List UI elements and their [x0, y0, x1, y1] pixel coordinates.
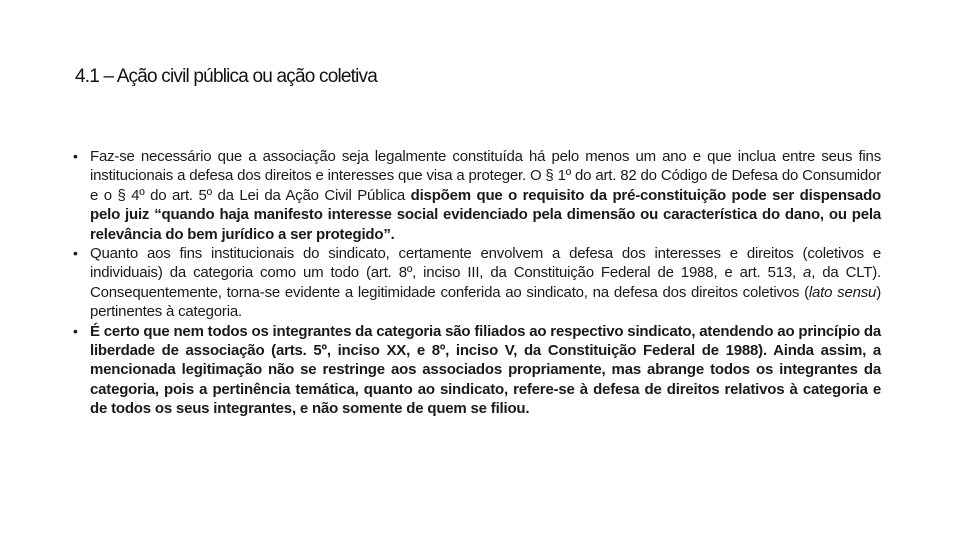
- bullet-text: , da CLT). Consequentemente, torna-se evidente a legitimidade conferida ao sindicato, na defesa dos direitos coletivos (: [90, 264, 881, 301]
- bullet-marker: •: [73, 245, 78, 262]
- bullet-item: [73, 147, 881, 244]
- bullet-text-italic: a: [803, 264, 812, 282]
- bullet-list: [73, 147, 881, 419]
- bullet-text-italic: lato sensu: [808, 283, 877, 301]
- bullet-marker: •: [73, 322, 78, 339]
- bullet-item: [73, 322, 881, 419]
- bullet-text: Quanto aos fins institucionais do sindicato, certamente envolvem a defesa dos interesses e direitos (coletivos e individuais) da categoria como um todo (art. 8º, inciso III, da Constituição Federal de 1988, e art. 513,: [90, 245, 881, 282]
- bullet-item: [73, 244, 881, 322]
- bullet-marker: •: [73, 148, 78, 164]
- bullet-text-bold: É certo que nem todos os integrantes da categoria são filiados ao respectivo sindicato, atendendo ao princípio da liberdade de associação (arts. 5º, inciso XX, e 8º, inciso V, da Constituição Federal de 1988). Ainda assim, a mencionada legitimação não se restringe aos associados propriamente, mas abrange todos os integrantes da categoria, pois a pertinência temática, quanto ao sindicato, refere-se à defesa de direitos relativos à categoria e de todos os seus integrantes, e não somente de quem se filiou.: [90, 322, 881, 418]
- bullet-text-bold: dispõem que o requisito da pré-constituição pode ser dispensado pelo juiz “quando haja manifesto interesse social evidenciado pela dimensão ou característica do dano, ou pela relevância do bem jurídico a ser protegido”.: [90, 186, 881, 243]
- bullet-text: Faz-se necessário que a associação seja legalmente constituída há pelo menos um ano e que inclua entre seus fins institucionais a defesa dos direitos e interesses que visa a proteger. O § 1º do art. 82 do Código de Defesa do Consumidor e o § 4º do art. 5º da Lei da Ação Civil Pública: [90, 148, 881, 204]
- slide-title: 4.1 – Ação civil pública ou ação coletiva: [75, 66, 378, 87]
- bullet-text: ) pertinentes à categoria.: [90, 283, 881, 321]
